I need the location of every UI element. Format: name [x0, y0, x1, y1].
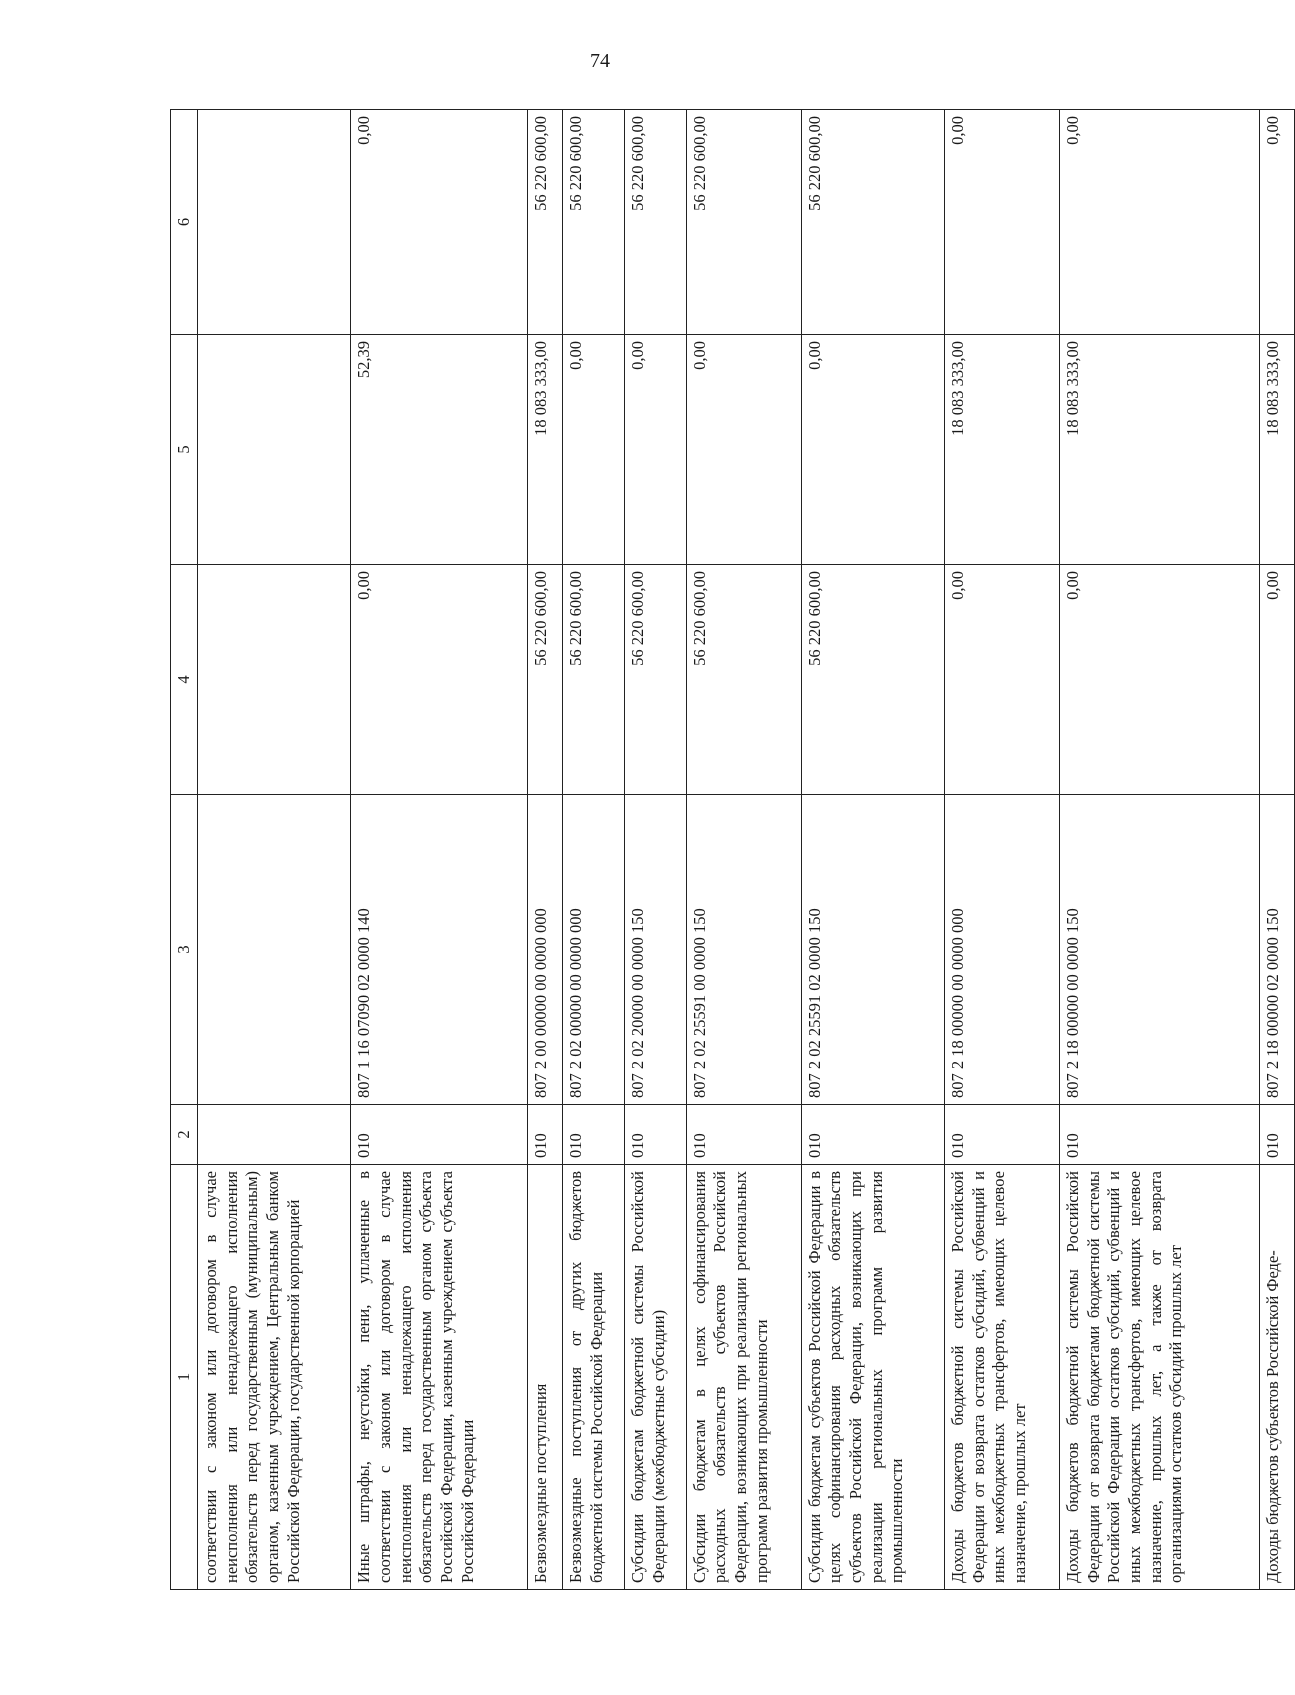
row-col5-cell	[198, 335, 351, 565]
row-col6-cell: 56 220 600,00	[686, 110, 801, 335]
row-kbk-cell: 807 2 02 25591 02 0000 150	[801, 795, 944, 1105]
table-row	[801, 110, 944, 1590]
row-kbk-cell	[198, 795, 351, 1105]
row-col6-cell: 0,00	[945, 110, 1060, 335]
row-name-cell: Доходы бюджетов бюджетной системы Российской Федерации от возврата остатков субсидий, субвенций и иных межбюджетных трансфертов, имеющих целевое назначение, прошлых лет	[945, 1165, 1060, 1590]
row-col4-cell	[198, 565, 351, 795]
row-kbk-cell: 807 2 02 20000 00 0000 150	[624, 795, 686, 1105]
header-col-1: 1	[171, 1165, 198, 1590]
row-kbk-cell: 807 2 18 00000 02 0000 150	[1259, 795, 1294, 1105]
page-number: 74	[590, 50, 610, 72]
row-col5-cell: 18 083 333,00	[945, 335, 1060, 565]
header-col-2: 2	[171, 1105, 198, 1165]
row-name-cell: Субсидии бюджетам бюджетной системы Российской Федерации (межбюджетные субсидии)	[624, 1165, 686, 1590]
row-col5-cell: 18 083 333,00	[1060, 335, 1260, 565]
table-row	[527, 110, 562, 1590]
row-name-cell: Доходы бюджетов бюджетной системы Российской Федерации от возврата бюджетами бюджетной системы Российской Федерации остатков субсидий, субвенций и иных межбюджетных трансфертов, имеющих целевое назначение, прошлых лет, а также от возврата организациями остатков субсидий прошлых лет	[1060, 1165, 1260, 1590]
table-row	[1060, 110, 1260, 1590]
row-col6-cell	[198, 110, 351, 335]
row-col4-cell: 0,00	[1060, 565, 1260, 795]
row-kbk-cell: 807 2 02 25591 00 0000 150	[686, 795, 801, 1105]
row-code-cell: 010	[945, 1105, 1060, 1165]
row-kbk-cell: 807 2 18 00000 00 0000 000	[945, 795, 1060, 1105]
row-col6-cell: 0,00	[1259, 110, 1294, 335]
row-name-cell: Доходы бюджетов субъектов Российской Феде-	[1259, 1165, 1294, 1590]
row-code-cell: 010	[563, 1105, 625, 1165]
row-name-cell: Безвозмездные поступления	[527, 1165, 562, 1590]
row-col6-cell: 0,00	[351, 110, 527, 335]
row-col6-cell: 0,00	[1060, 110, 1260, 335]
table-header-row	[171, 110, 198, 1590]
row-name-cell: соответствии с законом или договором в случае неисполнения или ненадлежащего исполнения обязательств перед государственным (муниципальным) органом, казенным учреждением, Центральным банком Российской Федерации, государственной корпорацией	[198, 1165, 351, 1590]
table-row	[624, 110, 686, 1590]
table-row	[1259, 110, 1294, 1590]
row-name-cell: Субсидии бюджетам субъектов Российской Федерации в целях софинансирования расходных обязательств субъектов Российской Федерации, возникающих при реализации региональных программ развития промышленности	[801, 1165, 944, 1590]
row-col6-cell: 56 220 600,00	[527, 110, 562, 335]
row-name-cell: Субсидии бюджетам в целях софинансирования расходных обязательств субъектов Российской Федерации, возникающих при реализации региональных программ развития промышленности	[686, 1165, 801, 1590]
header-col-4: 4	[171, 565, 198, 795]
row-kbk-cell: 807 2 18 00000 00 0000 150	[1060, 795, 1260, 1105]
row-col4-cell: 0,00	[945, 565, 1060, 795]
row-col4-cell: 0,00	[1259, 565, 1294, 795]
row-col5-cell: 18 083 333,00	[527, 335, 562, 565]
row-col4-cell: 56 220 600,00	[686, 565, 801, 795]
revenue-table	[170, 109, 1295, 1590]
header-col-3: 3	[171, 795, 198, 1105]
row-code-cell: 010	[624, 1105, 686, 1165]
row-name-cell: Безвозмездные поступления от других бюджетов бюджетной системы Российской Федерации	[563, 1165, 625, 1590]
row-col6-cell: 56 220 600,00	[801, 110, 944, 335]
row-col4-cell: 56 220 600,00	[563, 565, 625, 795]
row-code-cell	[198, 1105, 351, 1165]
row-code-cell: 010	[1060, 1105, 1260, 1165]
table-row	[563, 110, 625, 1590]
rotated-table-container	[170, 110, 1295, 1590]
row-col4-cell: 0,00	[351, 565, 527, 795]
row-code-cell: 010	[527, 1105, 562, 1165]
row-kbk-cell: 807 2 02 00000 00 0000 000	[563, 795, 625, 1105]
header-col-5: 5	[171, 335, 198, 565]
row-col5-cell: 18 083 333,00	[1259, 335, 1294, 565]
row-name-cell: Иные штрафы, неустойки, пени, уплаченные в соответствии с законом или договором в случае неисполнения или ненадлежащего исполнения обязательств перед государственным органом субъекта Российской Федерации, казенным учреждением субъекта Российской Федерации	[351, 1165, 527, 1590]
table-row	[686, 110, 801, 1590]
row-col6-cell: 56 220 600,00	[624, 110, 686, 335]
row-col5-cell: 0,00	[624, 335, 686, 565]
row-col5-cell: 0,00	[563, 335, 625, 565]
row-code-cell: 010	[801, 1105, 944, 1165]
row-code-cell: 010	[351, 1105, 527, 1165]
row-col6-cell: 56 220 600,00	[563, 110, 625, 335]
header-col-6: 6	[171, 110, 198, 335]
row-col5-cell: 52,39	[351, 335, 527, 565]
row-kbk-cell: 807 2 00 00000 00 0000 000	[527, 795, 562, 1105]
table-row	[945, 110, 1060, 1590]
row-col4-cell: 56 220 600,00	[527, 565, 562, 795]
row-code-cell: 010	[1259, 1105, 1294, 1165]
table-row	[351, 110, 527, 1590]
row-code-cell: 010	[686, 1105, 801, 1165]
row-kbk-cell: 807 1 16 07090 02 0000 140	[351, 795, 527, 1105]
table-row	[198, 110, 351, 1590]
row-col4-cell: 56 220 600,00	[624, 565, 686, 795]
row-col5-cell: 0,00	[801, 335, 944, 565]
row-col4-cell: 56 220 600,00	[801, 565, 944, 795]
row-col5-cell: 0,00	[686, 335, 801, 565]
